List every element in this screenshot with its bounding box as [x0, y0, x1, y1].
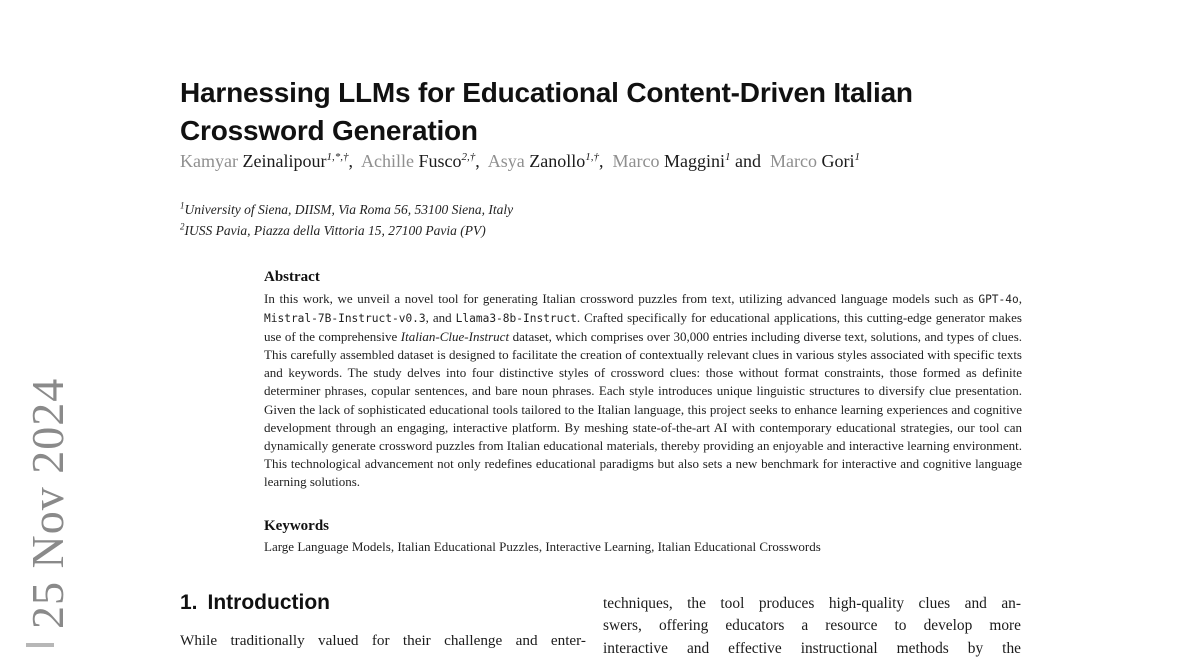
abstract-segment: ,	[1018, 291, 1022, 306]
author-separator: ,	[348, 151, 361, 171]
keywords-text: Large Language Models, Italian Educational Puzzles, Interactive Learning, Italian Educational Crosswords	[264, 539, 821, 554]
abstract-heading: Abstract	[264, 269, 320, 285]
abstract-segment: . Crafted specifically for educational applications, this cutting-edge generator makes use of the comprehensive	[264, 310, 1022, 345]
text-line: swers, offering educators a resource to develop more	[603, 617, 1021, 635]
affiliation-superscript: 1	[180, 200, 185, 211]
author-last-name: Zanollo	[529, 151, 586, 171]
introduction-heading	[180, 591, 330, 615]
author-first-name: Marco	[769, 151, 822, 171]
abstract-segment: , and	[425, 310, 456, 326]
text-line: interactive and effective instructional methods by the	[603, 639, 1021, 657]
model-name: Mistral-7B-Instruct-v0.3	[264, 312, 426, 326]
author-last-name: Zeinalipour	[242, 151, 327, 171]
intro-right-column	[603, 593, 1021, 660]
arxiv-stamp-fragment	[26, 643, 54, 647]
author-last-name: Maggini	[663, 151, 725, 171]
author-superscript: 2,†	[461, 151, 476, 163]
author-separator: ,	[599, 151, 613, 171]
intro-left-column	[180, 630, 586, 652]
arxiv-date-watermark: 25 Nov 2024	[22, 377, 73, 629]
author-line	[180, 151, 1080, 172]
author-first-name: Marco	[612, 151, 664, 171]
author-first-name: Asya	[487, 151, 530, 171]
model-name: Llama3-8b-Instruct	[455, 312, 577, 326]
affiliation-text: University of Siena, DIISM, Via Roma 56, 53100 Siena, Italy	[184, 202, 514, 217]
affiliation	[180, 199, 513, 220]
paper-title: Harnessing LLMs for Educational Content-Driven Italian Crossword Generation	[180, 76, 913, 146]
author-superscript: 1,†	[585, 151, 599, 163]
affiliation-text: IUSS Pavia, Piazza della Vittoria 15, 27100 Pavia (PV)	[184, 223, 486, 238]
abstract-segment: Italian-Clue-Instruct	[400, 329, 510, 345]
text-line: While traditionally valued for their challenge and enter-	[180, 632, 586, 649]
section-number: 1.	[180, 591, 198, 614]
author-separator: and	[730, 151, 770, 171]
author-separator: ,	[475, 151, 488, 171]
affiliation-superscript: 2	[180, 221, 185, 232]
author-last-name: Fusco	[418, 151, 462, 171]
keywords-heading: Keywords	[264, 518, 329, 534]
author-last-name: Gori	[821, 151, 855, 171]
abstract-segment: dataset, which comprises over 30,000 entries including diverse text, solutions, and types of clues. This carefully assembled dataset is designed to facilitate the creation of contextually relevant clues in various styles associated with specific texts and keywords. The study delves into four distinctive styles of crossword clues: those without format constraints, those formed as definite determiner phrases, copular sentences, and bare noun phrases. Each style introduces unique linguistic structures to diversify clue presentation. Given the lack of sophisticated educational tools tailored to the Italian language, this project seeks to enhance learning experiences and cognitive development through an engaging, interactive platform. By meshing state-of-the-art AI with contemporary educational strategies, our tool can dynamically generate crossword puzzles from Italian educational materials, thereby providing an enjoyable and interactive learning environment. This technological advancement not only redefines educational paradigms but also sets a new benchmark for interactive and cognitive language learning solutions.	[264, 329, 1023, 489]
author-first-name: Achille	[360, 151, 419, 171]
author-superscript: 1	[854, 151, 860, 163]
author-superscript: 1,*,†	[326, 151, 349, 163]
text-line: techniques, the tool produces high-quality clues and an-	[603, 595, 1021, 612]
author-superscript: 1	[724, 151, 731, 163]
affiliation	[180, 220, 513, 241]
model-name: GPT-4o	[978, 293, 1019, 306]
author-first-name: Kamyar	[180, 151, 243, 171]
section-title: Introduction	[207, 591, 330, 614]
affiliation-list	[180, 199, 513, 241]
abstract-segment: In this work, we unveil a novel tool for generating Italian crossword puzzles from text, utilizing advanced language models such as	[264, 291, 979, 306]
abstract-text	[264, 290, 1022, 491]
